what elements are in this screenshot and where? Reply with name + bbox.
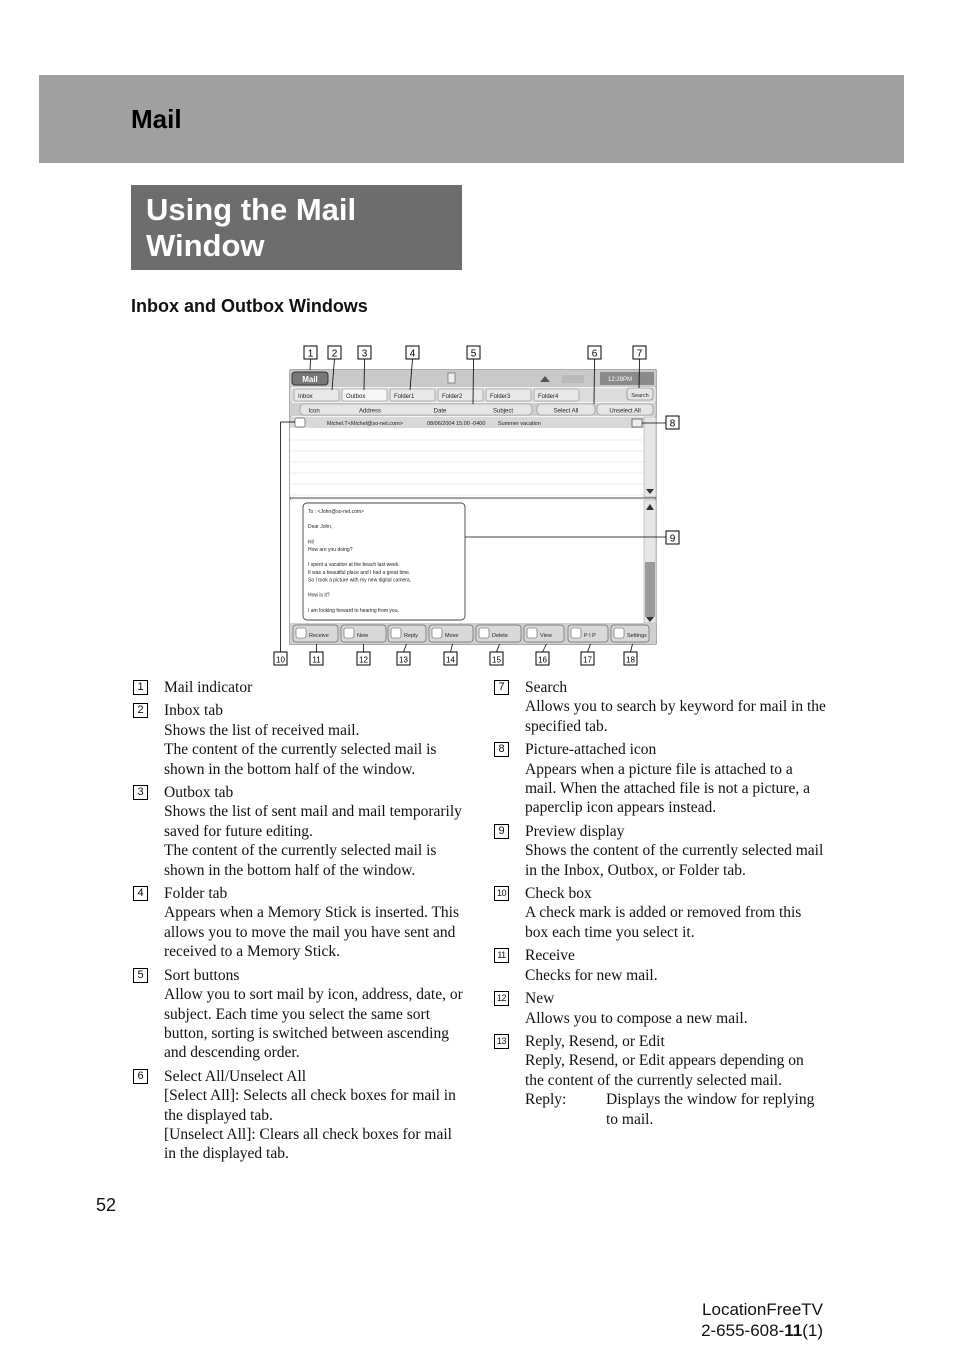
legend-item (494, 989, 826, 1028)
bottom-button-label: Delete (492, 633, 508, 639)
legend-item (494, 884, 826, 942)
button-icon (614, 628, 624, 638)
sort-button-label: Icon (308, 408, 320, 415)
legend-item-description: Shows the list of received mail. (164, 721, 360, 739)
tab-label: Folder2 (442, 394, 463, 400)
sort-button-label: Address (358, 408, 382, 415)
tab-label: Folder1 (394, 394, 415, 400)
legend-item-description: Allows you to search by keyword for mail in the specified tab. (525, 698, 826, 735)
callout-number: 17 (583, 655, 592, 665)
callout-number-box: 7 (494, 680, 509, 695)
page-number: 52 (96, 1195, 117, 1215)
bottom-button-label: P I P (584, 633, 596, 639)
section-title: Mail (131, 104, 182, 134)
reply-value: Displays the window for replying to mail. (606, 1091, 815, 1128)
preview-line: It was a beautiful place and I had a great time. (308, 569, 411, 576)
bottom-button-label: New (357, 633, 369, 639)
preview-line: How is it? (308, 592, 330, 599)
callout-number-box: 6 (133, 1069, 148, 1084)
legend-item (133, 884, 463, 962)
bottom-button-label: Move (445, 633, 459, 639)
leader-line (404, 644, 407, 652)
mail-indicator-label: Mail (302, 375, 318, 384)
unselect-all-label: Unselect All (609, 408, 641, 415)
callout-number-box: 12 (494, 991, 509, 1006)
reply-key: Reply: (525, 1091, 567, 1109)
footer-code: 2-655-608-11(1) (701, 1321, 823, 1340)
callout-number: 13 (399, 655, 408, 665)
preview-line: How are you doing? (308, 547, 353, 553)
callout-number-box: 3 (133, 785, 148, 800)
button-icon (296, 628, 306, 638)
legend-item-description: Reply, Resend, or Edit appears depending on the content of the currently selected mail. (525, 1052, 804, 1089)
button-icon (432, 628, 442, 638)
legend-item-title: Receive (525, 947, 575, 965)
legend-item (133, 1067, 463, 1164)
legend-item-description: [Select All]: Selects all check boxes for mail in the displayed tab. (164, 1087, 456, 1124)
tab-label: Outbox (346, 394, 366, 400)
callout-number-box: 13 (494, 1034, 509, 1049)
legend-item (133, 678, 463, 697)
mail-window-figure (270, 340, 690, 670)
legend-item-description: Appears when a picture file is attached to a mail. When the attached file is not a picture, a paperclip icon appears instead. (525, 760, 811, 817)
base-logo-icon (562, 375, 584, 383)
preview-line: I am looking forward to hearing from you. (308, 607, 399, 614)
mail-list (290, 417, 644, 497)
legend-item-description: Checks for new mail. (525, 966, 658, 984)
legend-item (133, 783, 463, 880)
preview-line: I spent a vacation at the beach last week. (308, 562, 400, 569)
mail-checkbox (295, 418, 305, 427)
clock-readout: 12:29PM (607, 377, 633, 383)
leader-line (631, 644, 633, 652)
page-title: Using the Mail Window (146, 192, 357, 263)
reply-definition (525, 1090, 826, 1129)
legend-column-right (494, 678, 826, 1133)
legend-item-description: [Unselect All]: Clears all check boxes for mail in the displayed tab. (164, 1125, 452, 1163)
leader-line (594, 359, 595, 404)
legend-item (494, 1032, 826, 1129)
legend-column-left (133, 678, 463, 1168)
preview-line: Dear John, (308, 524, 333, 531)
legend-item-description: A check mark is added or removed from this box each time you select it. (525, 904, 802, 941)
button-icon (527, 628, 537, 638)
callout-number-box: 1 (133, 680, 148, 695)
callout-number: 18 (626, 655, 635, 665)
legend-item-title: Preview display (525, 822, 625, 840)
picture-attached-icon (632, 419, 642, 427)
bottom-button-label: Settings (627, 633, 647, 639)
list-scrollbar (644, 417, 656, 497)
tab-label: Inbox (298, 394, 313, 400)
callout-number: 9 (669, 533, 676, 545)
callout-number-box: 4 (133, 886, 148, 901)
callout-number: 6 (591, 348, 598, 360)
legend-item-title: Select All/Unselect All (164, 1067, 307, 1085)
select-all-label: Select All (553, 408, 579, 415)
callout-number: 12 (359, 655, 368, 665)
legend-item-description: Appears when a Memory Stick is inserted. This allows you to move the mail you have sent and received to a Memory Stick. (164, 904, 460, 961)
memory-stick-icon (448, 373, 455, 383)
callout-number: 10 (276, 655, 285, 665)
legend-item-title: Reply, Resend, or Edit (525, 1032, 665, 1050)
legend-item-title: New (525, 990, 555, 1008)
bottom-button-label: View (540, 633, 552, 639)
callout-number: 8 (669, 418, 676, 430)
button-icon (571, 628, 581, 638)
legend-item (494, 740, 826, 818)
callout-number: 7 (636, 348, 643, 360)
tab-label: Folder3 (490, 394, 511, 400)
legend-item-title: Folder tab (164, 885, 228, 903)
legend-item (133, 966, 463, 1063)
legend-item-description: Allows you to compose a new mail. (525, 1009, 748, 1027)
callout-number-box: 10 (494, 886, 509, 901)
legend-item-description: The content of the currently selected mail is shown in the bottom half of the window. (164, 842, 437, 879)
preview-line: So I took a picture with my new digital camera. (308, 577, 412, 584)
callout-number: 4 (409, 348, 416, 360)
legend-item (494, 822, 826, 880)
mail-row-subject: Summer vacation (498, 421, 541, 427)
leader-line (451, 644, 453, 652)
callout-number: 1 (307, 348, 314, 360)
preview-scroll-thumb (645, 562, 655, 617)
callout-number: 15 (492, 655, 501, 665)
legend-item (494, 678, 826, 736)
button-icon (344, 628, 354, 638)
callout-number-box: 2 (133, 703, 148, 718)
bottom-button-label: Reply (404, 633, 419, 639)
button-icon (391, 628, 401, 638)
preview-line: To : <John@so-net.com> (308, 509, 364, 515)
callout-number: 16 (538, 655, 547, 665)
callout-number-box: 5 (133, 968, 148, 983)
callout-number-box: 9 (494, 824, 509, 839)
legend-item-title: Sort buttons (164, 966, 240, 984)
sort-button-label: Subject (492, 408, 514, 415)
callout-number: 5 (470, 348, 477, 360)
callout-number: 2 (331, 348, 338, 360)
legend-item-description: Shows the content of the currently selected mail in the Inbox, Outbox, or Folder tab. (525, 842, 824, 879)
leader-line (310, 359, 311, 370)
legend-item-description: Shows the list of sent mail and mail temporarily saved for future editing. (164, 803, 462, 840)
legend-item-title: Search (525, 679, 568, 696)
sort-button-label: Date (433, 408, 447, 415)
leader-line (588, 644, 591, 652)
legend-item-title: Inbox tab (164, 702, 223, 720)
legend-item-description: Allow you to sort mail by icon, address, date, or subject. Each time you select the same sort button, sorting is switched between ascending and descending order. (164, 986, 463, 1062)
footer (701, 1299, 823, 1341)
legend-item-title: Picture-attached icon (525, 741, 657, 759)
preview-line: Hi! (308, 539, 315, 546)
tab-label: Folder4 (538, 394, 559, 400)
search-label: Search (631, 393, 649, 399)
button-icon (479, 628, 489, 638)
legend-item-description: The content of the currently selected mail is shown in the bottom half of the window. (164, 741, 437, 778)
legend-item (133, 701, 463, 779)
legend-item-title: Mail indicator (164, 679, 253, 696)
callout-number: 11 (312, 655, 321, 665)
leader-line (473, 359, 474, 404)
legend-item-title: Outbox tab (164, 784, 234, 802)
leader-line (497, 644, 500, 652)
callout-number-box: 11 (494, 948, 509, 963)
callout-number: 14 (446, 655, 455, 665)
leader-line (639, 359, 640, 388)
legend-item-title: Check box (525, 885, 592, 903)
callout-number-box: 8 (494, 742, 509, 757)
bottom-button-label: Receive (309, 633, 329, 639)
footer-product: LocationFreeTV (702, 1300, 823, 1319)
mail-row-date: 08/06/2004 15:00 -0400 (427, 421, 486, 427)
callout-number: 3 (361, 348, 368, 360)
leader-line (543, 644, 547, 652)
subsection-heading: Inbox and Outbox Windows (131, 296, 368, 316)
mail-row-address: Michel.T<Michel@so-net.com> (327, 421, 403, 427)
leader-line (364, 359, 365, 390)
legend-item (494, 946, 826, 985)
